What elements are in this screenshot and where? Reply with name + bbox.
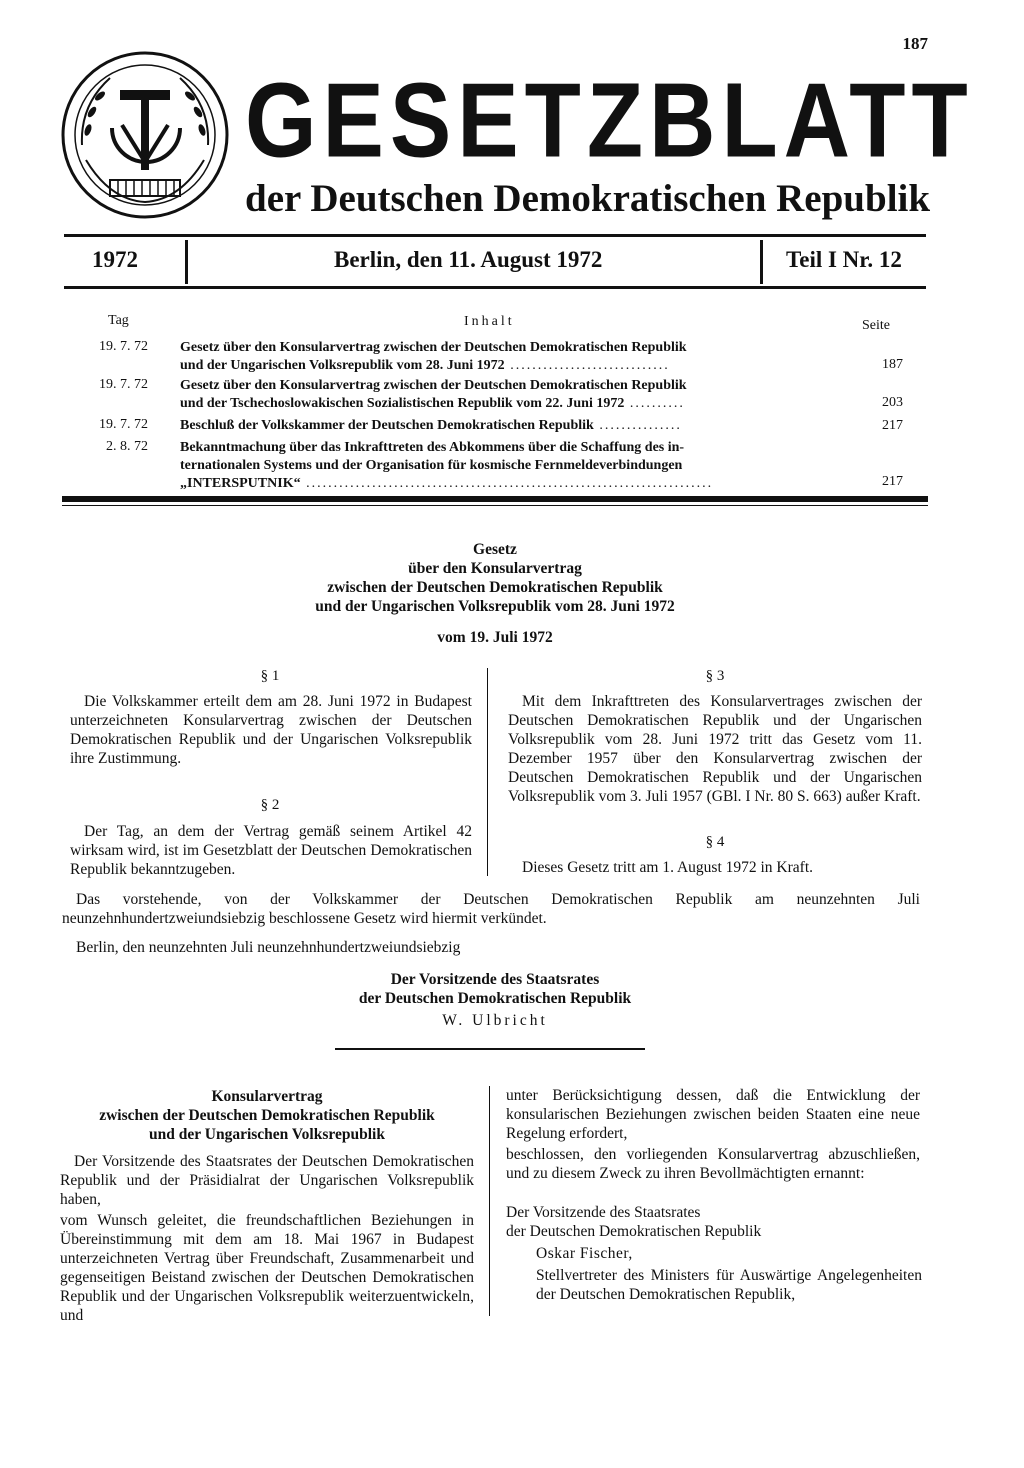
page-number: 187 bbox=[902, 34, 928, 53]
toc-entry-title: Beschluß der Volkskammer der Deutschen Demokratischen Republik ............... bbox=[180, 418, 682, 433]
signer-name: W. Ulbricht bbox=[442, 1012, 548, 1029]
plenipotentiary-role: Stellvertreter des Ministers für Auswärtige Angelegenheiten der Deutschen Demokratischen Republik, bbox=[536, 1267, 922, 1303]
toc-entry-title: Gesetz über den Konsularvertrag zwischen der Deutschen Demokratischen Republik und der Tschechoslowakischen Sozialistischen Republik vom 22. Juni 1972 .......... bbox=[180, 378, 687, 411]
promulgation-text: Das vorstehende, von der Volkskammer der Deutschen Demokratischen Republik am neunzehnten Juli neunzehnhundertzweiundsiebzig beschlossene Gesetz wird hiermit verkündet. bbox=[62, 891, 920, 927]
treaty-preamble-1: Der Vorsitzende des Staatsrates der Deutschen Demokratischen Republik und der Präsidialrat der Ungarischen Volksrepublik haben, bbox=[60, 1153, 474, 1208]
state-emblem-icon bbox=[60, 50, 230, 220]
section-3-text: Mit dem Inkrafttreten des Konsularvertrages zwischen der Deutschen Demokratischen Republik und der Ungarischen Volksrepublik vom 28. Juni 1972 tritt das Gesetz vom 11. Dezember 1957 über den Konsularvertrag zwischen der Deutschen Demokratischen Republik und der Ungarischen Volksrepublik vom 3. Juli 1957 (GBl. I Nr. 80 S. 663) außer Kraft. bbox=[508, 693, 922, 805]
column-divider bbox=[489, 1086, 490, 1316]
section-1-heading: § 1 bbox=[260, 668, 280, 684]
toc-col-inhalt: Inhalt bbox=[464, 314, 515, 329]
toc-entry-date: 19. 7. 72 bbox=[99, 339, 148, 354]
signer-title: Der Vorsitzende des Staatsrates der Deutschen Demokratischen Republik bbox=[358, 971, 632, 1007]
issue-date: Berlin, den 11. August 1972 bbox=[334, 247, 603, 272]
toc-entry-title: Bekanntmachung über das Inkrafttreten des Abkommens über die Schaffung des in- ternationalen Systems und der Organisation für kosmische Fernmeldeverbindungen „INTERSPUTNIK“ .......................................................................... bbox=[180, 440, 714, 491]
treaty-preamble-3: unter Berücksichtigung dessen, daß die Entwicklung der konsularischen Beziehungen zwischen beiden Staaten eine neue Regelung erfordert, bbox=[506, 1087, 920, 1142]
issue-year: 1972 bbox=[92, 247, 138, 272]
plenipotentiary-name: Oskar Fischer, bbox=[536, 1245, 633, 1262]
section-2-text: Der Tag, an dem der Vertrag gemäß seinem Artikel 42 wirksam wird, ist im Gesetzblatt der Deutschen Demokratischen Republik bekanntzugeben. bbox=[70, 823, 472, 878]
law-title: Gesetz über den Konsularvertrag zwischen der Deutschen Demokratischen Republik und der Ungarischen Volksrepublik vom 28. Juni 1972 bbox=[315, 541, 675, 615]
treaty-preamble-4: beschlossen, den vorliegenden Konsularvertrag abzuschließen, und zu diesem Zweck zu ihren Bevollmächtigten ernannt: bbox=[506, 1146, 920, 1182]
masthead-subtitle: der Deutschen Demokratischen Republik bbox=[245, 177, 931, 220]
toc-entry-page: 187 bbox=[882, 357, 903, 372]
toc-entry-page: 203 bbox=[882, 395, 903, 410]
section-separator bbox=[335, 1048, 645, 1050]
masthead-title: GESETZBLATT bbox=[245, 62, 974, 180]
toc-rule-thick bbox=[62, 496, 928, 502]
toc-entry-date: 2. 8. 72 bbox=[106, 439, 148, 454]
toc-entry-page: 217 bbox=[882, 418, 903, 433]
toc-col-seite: Seite bbox=[862, 318, 890, 333]
header-rule-bottom bbox=[64, 286, 926, 289]
treaty-preamble-2: vom Wunsch geleitet, die freundschaftlichen Beziehungen in Übereinstimmung mit dem am 18. Mai 1967 in Budapest unterzeichneten Vertrag über Freundschaft, Zusammenarbeit und gegenseitigen Beistand zwischen der Deutschen Demokratischen Republik und der Ungarischen Volksrepublik weiterzuentwickeln, und bbox=[60, 1212, 474, 1324]
header-divider bbox=[760, 240, 763, 284]
place-date: Berlin, den neunzehnten Juli neunzehnhundertzweiundsiebzig bbox=[76, 939, 461, 956]
header-rule-top bbox=[64, 234, 926, 237]
toc-col-tag: Tag bbox=[108, 313, 129, 328]
section-4-text: Dieses Gesetz tritt am 1. August 1972 in Kraft. bbox=[522, 859, 814, 876]
toc-entry-title: Gesetz über den Konsularvertrag zwischen der Deutschen Demokratischen Republik und der Ungarischen Volksrepublik vom 28. Juni 1972 ............................. bbox=[180, 340, 687, 373]
issue-number: Teil I Nr. 12 bbox=[786, 247, 902, 272]
toc-entry-page: 217 bbox=[882, 474, 903, 489]
column-divider bbox=[487, 668, 488, 876]
toc-entry-date: 19. 7. 72 bbox=[99, 417, 148, 432]
header-divider bbox=[185, 240, 188, 284]
toc-entry-date: 19. 7. 72 bbox=[99, 377, 148, 392]
treaty-title: Konsularvertrag zwischen der Deutschen Demokratischen Republik und der Ungarischen Volksrepublik bbox=[99, 1088, 435, 1143]
law-date: vom 19. Juli 1972 bbox=[437, 629, 553, 646]
plenipotentiary-appointer: Der Vorsitzende des Staatsrates der Deutschen Demokratischen Republik bbox=[506, 1204, 762, 1240]
section-3-heading: § 3 bbox=[705, 668, 725, 684]
section-1-text: Die Volkskammer erteilt dem am 28. Juni 1972 in Budapest unterzeichneten Konsularvertrag zwischen der Deutschen Demokratischen Republik und der Ungarischen Volksrepublik ihre Zustimmung. bbox=[70, 693, 472, 767]
section-2-heading: § 2 bbox=[260, 797, 280, 813]
section-4-heading: § 4 bbox=[705, 834, 725, 850]
toc-rule-thin bbox=[62, 505, 928, 506]
